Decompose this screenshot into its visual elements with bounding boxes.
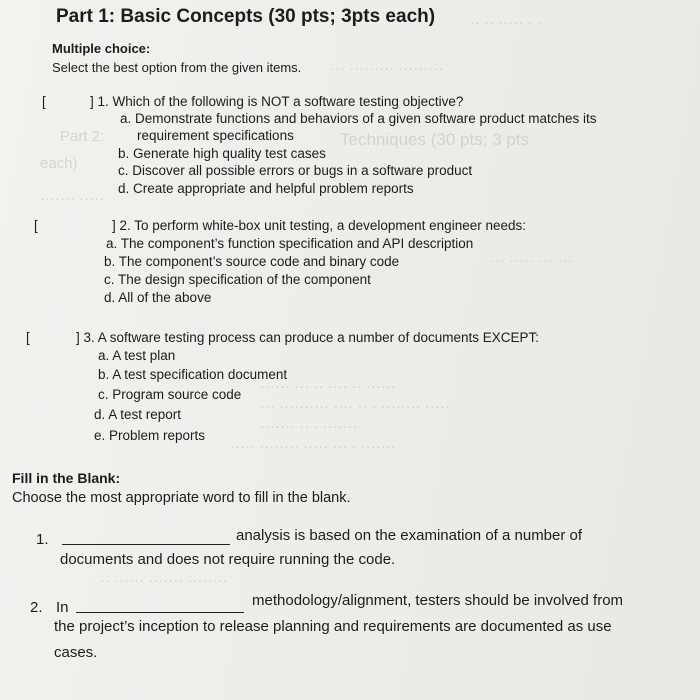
bleed-through: each) xyxy=(40,155,78,172)
bleed-through: ·· ······ ······· ········ xyxy=(100,572,228,589)
q2-option-a: a. The component’s function specification and API description xyxy=(106,236,474,251)
bleed-through: Techniques (30 pts; 3 pts xyxy=(340,130,530,149)
q3-answer-bracket[interactable]: [ xyxy=(26,330,30,345)
bleed-through: ······ ··· ·· ···· ·· ······ xyxy=(260,378,396,395)
fib-item-2-line2: the project’s inception to release planning and requirements are documented as use xyxy=(54,618,612,635)
q1-option-c: c. Discover all possible errors or bugs in a software product xyxy=(118,163,473,178)
fib-item-1-blank[interactable] xyxy=(62,530,230,550)
fib-item-1-text: analysis is based on the examination of a number of xyxy=(236,527,583,544)
fib-item-1-line2: documents and does not require running the code. xyxy=(60,551,396,568)
q3-option-e: e. Problem reports xyxy=(94,428,206,443)
q3-option-a: a. A test plan xyxy=(98,348,176,363)
q3-option-c: c. Program source code xyxy=(98,387,242,402)
q2-option-d: d. All of the above xyxy=(104,290,212,305)
mc-instructions: Select the best option from the given items. xyxy=(52,60,302,75)
bleed-through: ··· ·········· ···· ·· · ········ ····· xyxy=(260,398,450,415)
q2-option-c: c. The design specification of the component xyxy=(104,272,371,287)
fib-item-2-prefix: In xyxy=(56,599,69,616)
bleed-through: ·· ·· ····· · · xyxy=(470,14,542,31)
q3-stem: ] 3. A software testing process can produce a number of documents EXCEPT: xyxy=(76,330,539,345)
bleed-through: ······· ····· xyxy=(40,190,105,207)
fib-item-2-text: methodology/alignment, testers should be involved from xyxy=(252,592,624,609)
q1-stem: ] 1. Which of the following is NOT a software testing objective? xyxy=(90,94,464,109)
fib-item-2-blank[interactable] xyxy=(76,598,244,618)
q1-option-b: b. Generate high quality test cases xyxy=(118,146,326,161)
fib-instructions: Choose the most appropriate word to fill in the blank. xyxy=(12,490,351,506)
fib-item-2-number: 2. xyxy=(30,599,43,616)
page-title: Part 1: Basic Concepts (30 pts; 3pts each) xyxy=(56,6,436,27)
q1-option-d: d. Create appropriate and helpful problem reports xyxy=(118,181,414,196)
bleed-through: ····· ········ ····· ··· · ······· xyxy=(230,438,396,455)
bleed-through: Part 2: xyxy=(60,128,105,145)
q1-option-a-cont: requirement specifications xyxy=(137,128,294,143)
q1-answer-bracket[interactable]: [ xyxy=(42,94,46,109)
q3-option-d: d. A test report xyxy=(94,407,182,422)
q2-stem: ] 2. To perform white-box unit testing, a development engineer needs: xyxy=(112,218,526,233)
bleed-through: ······· ·· · ······· xyxy=(260,418,358,435)
q3-option-b: b. A test specification document xyxy=(98,367,288,382)
bleed-through: ··· ····· ··· ··· xyxy=(490,252,573,269)
q2-answer-bracket[interactable]: [ xyxy=(34,218,38,233)
mc-heading: Multiple choice: xyxy=(52,41,151,56)
q1-option-a: a. Demonstrate functions and behaviors of a given software product matches its xyxy=(120,111,597,126)
q2-option-b: b. The component’s source code and binary code xyxy=(104,254,400,269)
fib-heading: Fill in the Blank: xyxy=(12,470,121,486)
fib-item-1-number: 1. xyxy=(36,531,49,548)
fib-item-2-line3: cases. xyxy=(54,644,98,661)
bleed-through: ··· ········· ········· xyxy=(330,60,444,77)
